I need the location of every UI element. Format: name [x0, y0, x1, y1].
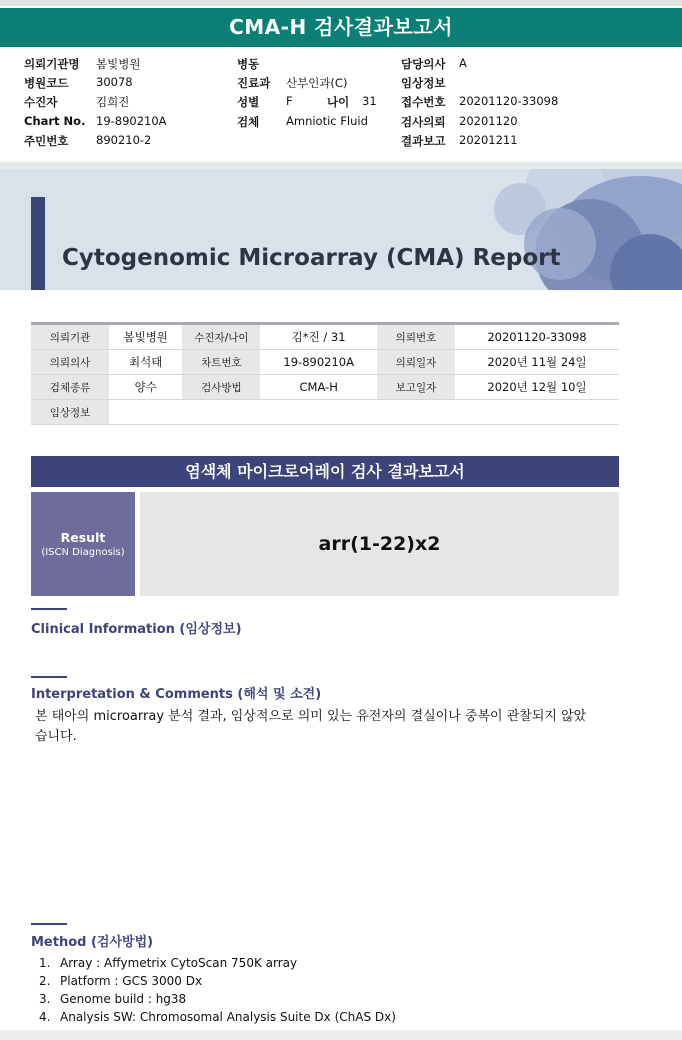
page-title: CMA-H 검사결과보고서	[0, 8, 682, 47]
table-value: CMA-H	[260, 375, 377, 400]
interpretation-line: 습니다.	[35, 729, 77, 744]
report-kr-title: 염색체 마이크로어레이 검사 결과보고서	[31, 456, 619, 487]
method-list	[39, 954, 396, 1026]
table-key: 임상정보	[31, 400, 109, 425]
table-key: 보고일자	[377, 375, 455, 400]
label-ward: 병동	[237, 57, 260, 71]
report-banner	[0, 169, 682, 290]
table-key: 수진자/나이	[182, 324, 260, 350]
table-value: 2020년 11월 24일	[455, 350, 619, 375]
table-value: 20201120-33098	[455, 324, 619, 350]
table-row	[31, 350, 619, 375]
label-report-date: 결과보고	[401, 134, 446, 148]
table-value: 19-890210A	[260, 350, 377, 375]
value-request-date: 20201120	[459, 114, 518, 128]
table-row	[31, 375, 619, 400]
label-hospital-code: 병원코드	[24, 76, 69, 90]
table-value: 최석태	[109, 350, 182, 375]
top-band	[0, 0, 682, 6]
report-title: Cytogenomic Microarray (CMA) Report	[62, 245, 561, 271]
label-physician: 담당의사	[401, 57, 446, 71]
table-key: 의뢰일자	[377, 350, 455, 375]
list-item: 2. Platform : GCS 3000 Dx	[39, 974, 203, 988]
value-age: 31	[362, 94, 377, 108]
bottom-band	[0, 1030, 682, 1040]
value-accession-no: 20201120-33098	[459, 94, 559, 108]
table-key: 의뢰의사	[31, 350, 109, 375]
label-accession-no: 접수번호	[401, 95, 446, 109]
table-value: 양수	[109, 375, 182, 400]
table-value	[109, 400, 619, 425]
interpretation-text	[35, 707, 595, 747]
list-item: 4. Analysis SW: Chromosomal Analysis Suite Dx (ChAS Dx)	[39, 1010, 396, 1024]
result-value: arr(1-22)x2	[140, 492, 619, 596]
value-sex: F	[286, 94, 293, 108]
label-sex: 성별	[237, 95, 260, 109]
banner-decoration	[0, 169, 682, 290]
table-value: 봄빛병원	[109, 324, 182, 350]
table-key: 검체종류	[31, 375, 109, 400]
value-chart-no: 19-890210A	[96, 114, 167, 128]
value-specimen: Amniotic Fluid	[286, 114, 368, 128]
method-heading: Method (검사방법)	[31, 935, 154, 950]
section-divider	[31, 608, 67, 610]
table-value: 2020년 12월 10일	[455, 375, 619, 400]
request-table	[31, 322, 619, 425]
value-report-date: 20201211	[459, 133, 518, 147]
section-divider	[31, 676, 67, 678]
table-key: 의뢰번호	[377, 324, 455, 350]
value-patient: 김희진	[96, 95, 130, 109]
label-patient: 수진자	[24, 95, 58, 109]
table-key: 검사방법	[182, 375, 260, 400]
value-hospital-code: 30078	[96, 75, 133, 89]
table-key: 의뢰기관	[31, 324, 109, 350]
separator-band	[0, 162, 682, 169]
label-age: 나이	[327, 95, 350, 109]
label-chart-no: Chart No.	[24, 114, 86, 128]
table-key: 차트번호	[182, 350, 260, 375]
result-sublabel: (ISCN Diagnosis)	[41, 547, 125, 558]
section-divider	[31, 923, 67, 925]
label-request-date: 검사의뢰	[401, 115, 446, 129]
table-row	[31, 400, 619, 425]
value-physician: A	[459, 56, 467, 70]
value-hospital-name: 봄빛병원	[96, 57, 141, 71]
value-resident-no: 890210-2	[96, 133, 152, 147]
list-item: 3. Genome build : hg38	[39, 992, 187, 1006]
clinical-info-heading: Clinical Information (임상정보)	[31, 622, 242, 637]
label-resident-no: 주민번호	[24, 134, 69, 148]
list-item: 1. Array : Affymetrix CytoScan 750K array	[39, 956, 298, 970]
label-clinical-info: 임상정보	[401, 76, 446, 90]
label-department: 진료과	[237, 76, 271, 90]
interpretation-heading: Interpretation & Comments (해석 및 소견)	[31, 687, 322, 702]
table-value: 김*진 / 31	[260, 324, 377, 350]
result-label: Result	[60, 530, 106, 545]
result-label-box	[31, 492, 135, 596]
interpretation-line: 본 태아의 microarray 분석 결과, 임상적으로 의미 있는 유전자의 결실이나 중복이 관찰되지 않았	[35, 709, 587, 724]
label-hospital-name: 의뢰기관명	[24, 57, 80, 71]
label-specimen: 검체	[237, 115, 260, 129]
table-row	[31, 324, 619, 350]
banner-accent-bar	[31, 197, 45, 290]
value-department: 산부인과(C)	[286, 76, 348, 90]
